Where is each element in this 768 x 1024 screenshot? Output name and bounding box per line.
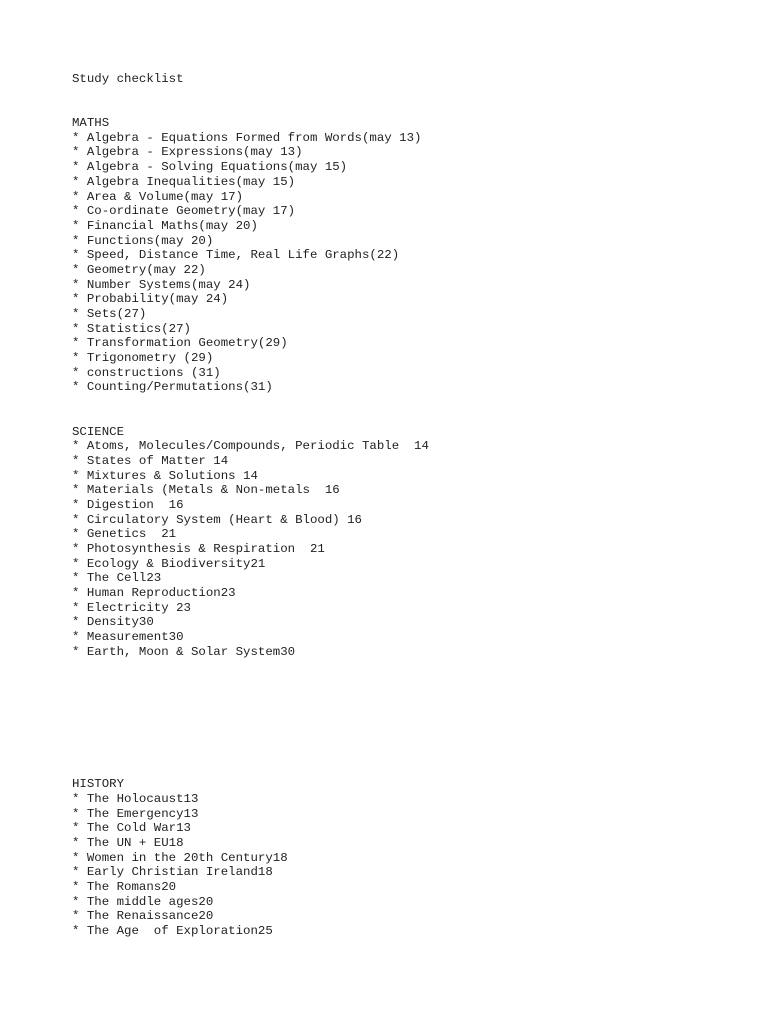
checklist-item-text: The Renaissance20	[86, 909, 214, 924]
checklist-item	[72, 439, 732, 454]
bullet-marker: *	[72, 865, 87, 880]
bullet-marker: *	[72, 204, 87, 219]
bullet-marker: *	[72, 835, 87, 850]
checklist-item	[72, 380, 732, 395]
checklist-item-text: constructions (31)	[86, 365, 221, 380]
checklist-item	[72, 645, 732, 660]
section-history	[72, 777, 732, 939]
checklist-item-text: Earth, Moon & Solar System30	[86, 644, 296, 659]
checklist-item-text: Photosynthesis & Respiration 21	[86, 542, 325, 557]
section-maths	[72, 116, 732, 395]
checklist-item	[72, 322, 732, 337]
bullet-marker: *	[72, 160, 87, 175]
checklist-item-text: Number Systems(may 24)	[86, 277, 251, 292]
checklist-item-text: The Emergency13	[86, 806, 199, 821]
checklist-item	[72, 175, 732, 190]
bullet-marker: *	[72, 174, 87, 189]
bullet-marker: *	[72, 791, 87, 806]
checklist-item-text: Algebra - Expressions(may 13)	[86, 145, 303, 160]
checklist-item-text: Sets(27)	[86, 307, 147, 322]
checklist-item	[72, 513, 732, 528]
bullet-marker: *	[72, 145, 87, 160]
checklist-item	[72, 336, 732, 351]
checklist-item-text: States of Matter 14	[86, 453, 229, 468]
checklist-item	[72, 895, 732, 910]
checklist-item	[72, 160, 732, 175]
checklist-item-text: Counting/Permutations(31)	[86, 380, 273, 395]
checklist-item	[72, 542, 732, 557]
bullet-marker: *	[72, 218, 87, 233]
checklist-item-text: Geometry(may 22)	[86, 262, 206, 277]
checklist-item-text: Functions(may 20)	[86, 233, 214, 248]
bullet-marker: *	[72, 336, 87, 351]
bullet-marker: *	[72, 924, 87, 938]
checklist-item	[72, 880, 732, 895]
checklist-item	[72, 263, 732, 278]
checklist-item	[72, 351, 732, 366]
checklist-item-text: Financial Maths(may 20)	[86, 218, 258, 233]
checklist-item	[72, 792, 732, 807]
checklist-item	[72, 571, 732, 586]
section-heading-history: HISTORY	[72, 777, 125, 792]
checklist-item	[72, 307, 732, 322]
bullet-marker: *	[72, 806, 87, 821]
checklist-item	[72, 586, 732, 601]
checklist-item	[72, 498, 732, 513]
checklist-item	[72, 851, 732, 866]
checklist-item	[72, 292, 732, 307]
checklist-item	[72, 131, 732, 146]
checklist-item-text: Atoms, Molecules/Compounds, Periodic Table 14	[86, 439, 429, 454]
bullet-marker: *	[72, 189, 87, 204]
checklist-item-text: Ecology & Biodiversity21	[86, 556, 266, 571]
checklist-item-text: Algebra Inequalities(may 15)	[86, 174, 296, 189]
checklist-item-text: Human Reproduction23	[86, 586, 236, 601]
checklist-item-text: Probability(may 24)	[86, 292, 229, 307]
bullet-marker: *	[72, 453, 87, 468]
checklist-item-text: Genetics 21	[86, 527, 177, 542]
checklist-item	[72, 527, 732, 542]
bullet-marker: *	[72, 130, 87, 145]
bullet-marker: *	[72, 365, 87, 380]
bullet-marker: *	[72, 909, 87, 924]
checklist-item-text: The Cell23	[86, 571, 162, 586]
document-title: Study checklist	[72, 72, 184, 86]
bullet-marker: *	[72, 571, 87, 586]
checklist-item	[72, 469, 732, 484]
checklist-item-text: The Romans20	[86, 879, 177, 894]
checklist-item	[72, 924, 732, 939]
checklist-item	[72, 234, 732, 249]
bullet-marker: *	[72, 586, 87, 601]
checklist-item	[72, 836, 732, 851]
section-heading-maths: MATHS	[72, 116, 110, 131]
checklist-item	[72, 483, 732, 498]
checklist-item-text: Electricity 23	[86, 600, 191, 615]
checklist-item-text: Early Christian Ireland18	[86, 865, 273, 880]
checklist-item-text: The UN + EU18	[86, 835, 184, 850]
checklist-item-text: Area & Volume(may 17)	[86, 189, 244, 204]
bullet-marker: *	[72, 277, 87, 292]
bullet-marker: *	[72, 262, 87, 277]
checklist-item-text: The Cold War13	[86, 821, 191, 836]
bullet-marker: *	[72, 321, 87, 336]
checklist-item-text: The Holocaust13	[86, 791, 199, 806]
bullet-marker: *	[72, 497, 87, 512]
bullet-marker: *	[72, 380, 87, 395]
checklist-item	[72, 601, 732, 616]
bullet-marker: *	[72, 600, 87, 615]
checklist-item	[72, 807, 732, 822]
checklist-item-text: Women in the 20th Century18	[86, 850, 288, 865]
section-heading-science: SCIENCE	[72, 424, 125, 439]
bullet-marker: *	[72, 821, 87, 836]
bullet-marker: *	[72, 556, 87, 571]
checklist-item-text: Speed, Distance Time, Real Life Graphs(22)	[86, 248, 400, 263]
checklist-item	[72, 615, 732, 630]
checklist-item-text: Density30	[86, 615, 154, 630]
checklist-item	[72, 219, 732, 234]
checklist-item	[72, 204, 732, 219]
checklist-item-text: Measurement30	[86, 630, 184, 645]
checklist-item	[72, 630, 732, 645]
checklist-item-text: Algebra - Equations Formed from Words(may 13)	[86, 130, 422, 145]
checklist-item-text: Statistics(27)	[86, 321, 191, 336]
checklist-item-text: The middle ages20	[86, 894, 214, 909]
checklist-item-text: Materials (Metals & Non-metals 16	[86, 483, 340, 498]
checklist-item-text: Circulatory System (Heart & Blood) 16	[86, 512, 362, 527]
bullet-marker: *	[72, 351, 87, 366]
checklist-item-text: Co-ordinate Geometry(may 17)	[86, 204, 296, 219]
bullet-marker: *	[72, 512, 87, 527]
document-page	[72, 72, 732, 939]
bullet-marker: *	[72, 850, 87, 865]
bullet-marker: *	[72, 248, 87, 263]
checklist-item-text: Algebra - Solving Equations(may 15)	[86, 160, 348, 175]
bullet-marker: *	[72, 483, 87, 498]
section-science	[72, 425, 732, 660]
bullet-marker: *	[72, 615, 87, 630]
bullet-marker: *	[72, 630, 87, 645]
checklist-item	[72, 366, 732, 381]
bullet-marker: *	[72, 439, 87, 454]
checklist-item	[72, 557, 732, 572]
checklist-item	[72, 865, 732, 880]
bullet-marker: *	[72, 894, 87, 909]
bullet-marker: *	[72, 527, 87, 542]
bullet-marker: *	[72, 644, 87, 659]
checklist-item-text: Trigonometry (29)	[86, 351, 214, 366]
checklist-item	[72, 145, 732, 160]
checklist-item	[72, 190, 732, 205]
bullet-marker: *	[72, 307, 87, 322]
bullet-marker: *	[72, 233, 87, 248]
checklist-item-text: Mixtures & Solutions 14	[86, 468, 258, 483]
bullet-marker: *	[72, 468, 87, 483]
checklist-item-text: Digestion 16	[86, 497, 184, 512]
checklist-item	[72, 821, 732, 836]
checklist-item	[72, 278, 732, 293]
bullet-marker: *	[72, 879, 87, 894]
bullet-marker: *	[72, 292, 87, 307]
checklist-item	[72, 909, 732, 924]
checklist-item-text: The Age of Exploration25	[86, 924, 273, 938]
checklist-item	[72, 248, 732, 263]
bullet-marker: *	[72, 542, 87, 557]
checklist-item	[72, 454, 732, 469]
checklist-item-text: Transformation Geometry(29)	[86, 336, 288, 351]
